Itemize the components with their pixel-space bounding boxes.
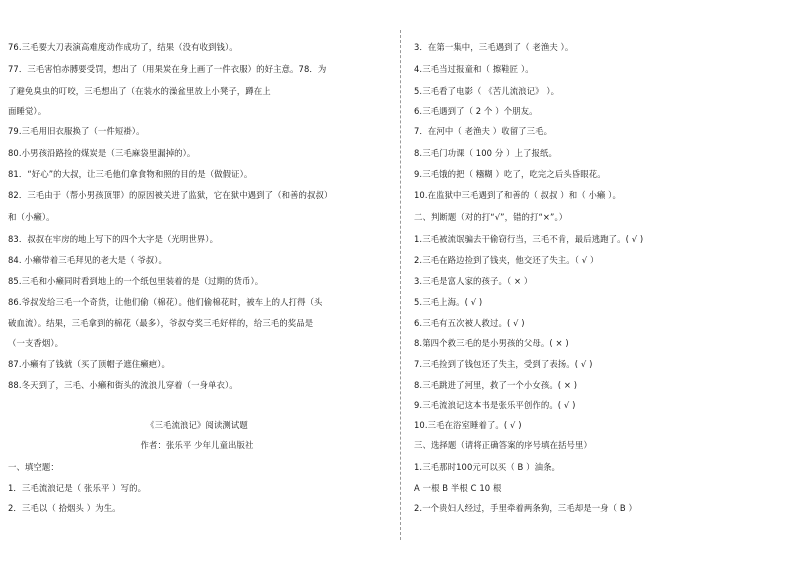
right-line-13: 5.三毛上海。( √ ) bbox=[414, 297, 483, 307]
left-line-18: 《三毛流浪记》阅读测试题 bbox=[146, 420, 248, 430]
left-line-19: 作者：张乐平 少年儿童出版社 bbox=[140, 440, 254, 450]
right-line-3: 5.三毛看了电影（ 《苦儿流浪记》 ）。 bbox=[414, 86, 560, 96]
right-line-6: 8.三毛门功课（ 100 分 ）上了报纸。 bbox=[414, 148, 557, 158]
right-line-4: 6.三毛遇到了（ 2 个 ）个朋友。 bbox=[414, 106, 538, 116]
right-line-16: 7.三毛捡到了钱包还了失主，受到了表扬。( √ ) bbox=[414, 359, 593, 369]
column-divider bbox=[400, 30, 401, 540]
right-line-15: 8.第四个救三毛的是小男孩的父母。( × ) bbox=[414, 338, 569, 348]
left-line-5: 79.三毛用旧衣服换了（一件短褂）。 bbox=[8, 126, 145, 136]
left-line-8: 82．三毛由于（帮小男孩顶罪）的原因被关进了监狱，它在狱中遇到了（和善的叔叔） bbox=[8, 190, 333, 200]
right-line-8: 10.在监狱中三毛遇到了和善的（ 叔叔 ）和（ 小癞 ）。 bbox=[414, 190, 621, 200]
right-line-17: 8.三毛跳进了河里，救了一个小女孩。( × ) bbox=[414, 380, 578, 390]
left-line-13: 86.爷叔发给三毛一个奇货，让他们偷（棉花）。他们偷棉花时，被车上的人打得（头 bbox=[8, 297, 323, 307]
left-line-3: 了避免臭虫的叮咬，三毛想出了（在装水的澡盆里放上小凳子，蹲在上 bbox=[8, 86, 271, 96]
right-line-5: 7．在河中（ 老渔夫 ）收留了三毛。 bbox=[414, 126, 553, 136]
left-line-14: 破血流）。结果，三毛拿到的棉花（最多），爷叔夸奖三毛好样的，给三毛的奖品是 bbox=[8, 318, 314, 328]
left-line-16: 87.小癞有了钱就（买了顶帽子遮住癞疤）。 bbox=[8, 359, 170, 369]
right-line-18: 9.三毛流浪记这本书是张乐平创作的。( √ ) bbox=[414, 400, 576, 410]
right-line-2: 4.三毛当过报童和（ 擦鞋匠 ）。 bbox=[414, 64, 534, 74]
right-line-19: 10.三毛在浴室睡着了。( √ ) bbox=[414, 420, 522, 430]
left-line-4: 面睡觉）。 bbox=[8, 106, 47, 116]
left-line-2: 77．三毛害怕赤膊要受罚，想出了（用果炭在身上画了一件衣服）的好主意。78．为 bbox=[8, 64, 327, 74]
right-line-22: A 一根 B 半根 C 10 根 bbox=[414, 483, 502, 493]
right-line-1: 3．在第一集中，三毛遇到了（ 老渔夫 ）。 bbox=[414, 42, 574, 52]
right-line-10: 1.三毛被流氓骗去干偷窃行当，三毛不肯，最后逃跑了。( √ ) bbox=[414, 234, 644, 244]
left-line-20: 一、填空题： bbox=[8, 462, 59, 472]
right-line-21: 1.三毛那时100元可以买（ B ）油条。 bbox=[414, 462, 561, 472]
right-line-12: 3.三毛是富人家的孩子。（ × ） bbox=[414, 276, 533, 286]
right-line-7: 9.三毛饿的把（ 糨糊 ）吃了，吃完之后头昏眼花。 bbox=[414, 169, 606, 179]
left-line-7: 81．“好心”的大叔，让三毛他们拿食物和照的目的是（做假证）。 bbox=[8, 169, 253, 179]
right-line-20: 三、选择题（请将正确答案的序号填在括号里） bbox=[414, 440, 592, 450]
right-line-9: 二、判断题（对的打“√”，错的打“×”。） bbox=[414, 212, 568, 222]
left-line-6: 80.小男孩沿路捡的煤炭是（三毛麻袋里漏掉的）。 bbox=[8, 148, 196, 158]
right-line-14: 6.三毛有五次被人救过。( √ ) bbox=[414, 318, 525, 328]
left-line-15: （一支香烟）。 bbox=[8, 338, 64, 348]
left-line-11: 84. 小癞带着三毛拜见的老大是（ 爷叔）。 bbox=[8, 255, 168, 265]
left-line-17: 88.冬天到了，三毛、小癞和街头的流浪儿穿着（一身单衣）。 bbox=[8, 380, 238, 390]
left-line-9: 和（小癞）。 bbox=[8, 212, 55, 222]
left-line-22: 2．三毛以（ 拾烟头 ）为生。 bbox=[8, 503, 121, 513]
left-line-12: 85.三毛和小癞同时看到地上的一个纸包里装着的是（过期的货币）。 bbox=[8, 276, 264, 286]
right-line-11: 2.三毛在路边捡到了钱夹，他交还了失主。（ √ ） bbox=[414, 255, 599, 265]
left-line-10: 83．叔叔在牢房的地上写下的四个大字是（光明世界）。 bbox=[8, 234, 219, 244]
right-line-23: 2.一个贵妇人经过，手里牵着两条狗，三毛却是一身（ B ） bbox=[414, 503, 637, 513]
left-line-21: 1．三毛流浪记是（ 张乐平 ）写的。 bbox=[8, 483, 147, 493]
left-line-1: 76.三毛要大刀表演高难度动作成功了，结果（没有收到钱）。 bbox=[8, 42, 238, 52]
